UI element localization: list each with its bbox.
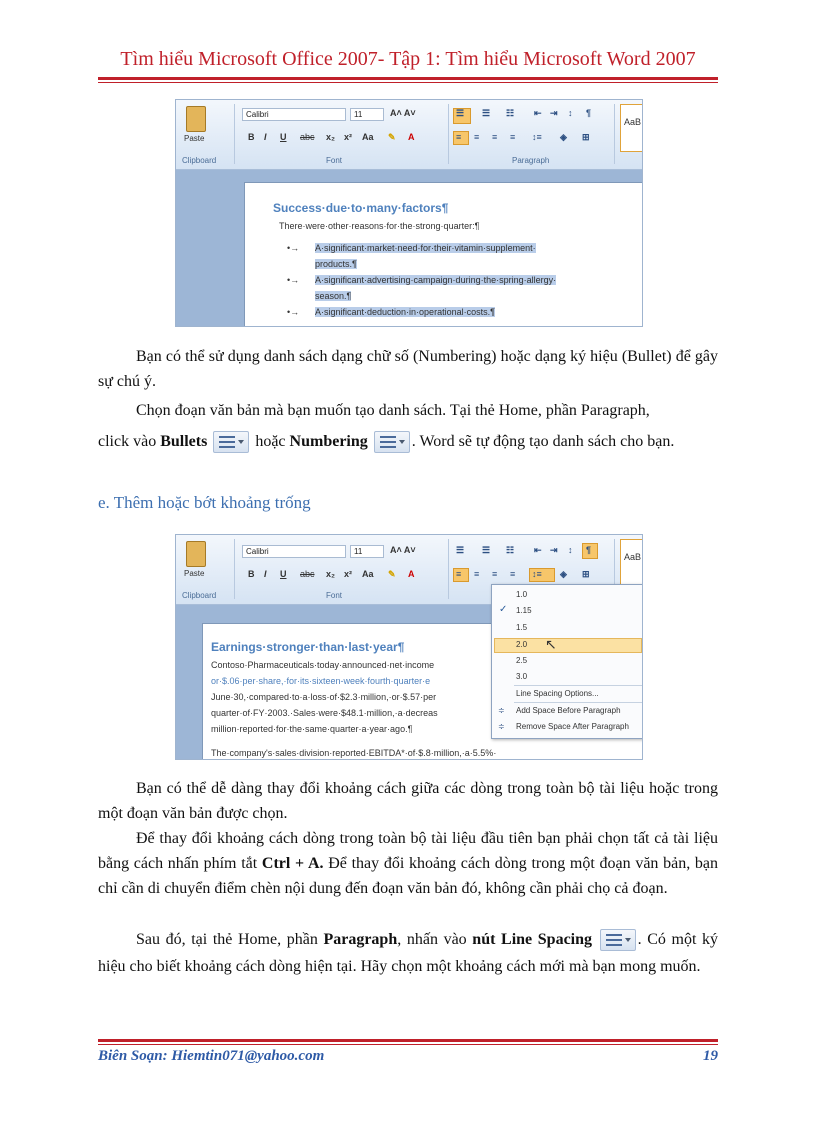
footer-author: Biên Soạn: Hiemtin071@yahoo.com bbox=[98, 1048, 325, 1064]
menu-separator bbox=[514, 702, 642, 703]
font-color-icon: A bbox=[408, 569, 415, 579]
menu-item-1-15[interactable]: 1.15 bbox=[516, 606, 532, 615]
doc-bullet-line: A·significant·market·need·for·their·vitamin·supplement· bbox=[315, 243, 536, 253]
line-spacing-menu bbox=[491, 584, 643, 739]
ribbon-separator bbox=[448, 104, 449, 164]
italic-icon: I bbox=[264, 569, 267, 579]
menu-item-3-0[interactable]: 3.0 bbox=[516, 672, 528, 681]
menu-separator bbox=[514, 685, 642, 686]
paragraph-text: Bạn có thể dễ dàng thay đổi khoảng cách giữa các dòng trong toàn bộ tài liệu hoặc trong một đoạn văn bản được chọn. bbox=[98, 780, 718, 822]
paragraph-label: Paragraph bbox=[323, 931, 398, 948]
paragraph-text: Để thay đổi khoảng cách dòng trong toàn bộ tài liệu đầu tiên bạn phải chọn tất cả tài liệu bằng cách nhấn phím tắt bbox=[98, 830, 718, 872]
bullet-marker: •→ bbox=[287, 243, 300, 253]
increase-indent-icon: ⇥ bbox=[550, 545, 558, 555]
font-name-box: Calibri bbox=[242, 108, 346, 121]
footer-rule-thin bbox=[98, 1044, 718, 1045]
mouse-pointer-icon: ↖ bbox=[545, 637, 557, 653]
menu-item-1-0[interactable]: 1.0 bbox=[516, 590, 528, 599]
paragraph-text: , nhấn vào bbox=[397, 931, 467, 948]
remove-space-icon: ≑ bbox=[498, 722, 505, 731]
paragraph-text: Chọn đoạn văn bản mà bạn muốn tạo danh sách. Tại thẻ Home, phần Paragraph, bbox=[136, 402, 650, 419]
doc-heading: Success·due·to·many·factors¶ bbox=[273, 201, 449, 215]
ribbon-separator bbox=[614, 104, 615, 164]
justify-icon: ≡ bbox=[510, 132, 516, 142]
add-space-before-item[interactable]: Add Space Before Paragraph bbox=[516, 706, 621, 715]
ribbon bbox=[176, 100, 642, 170]
superscript-icon: x² bbox=[344, 132, 353, 142]
highlight-icon: ✎ bbox=[388, 132, 396, 142]
bullet-marker: •→ bbox=[287, 307, 300, 317]
bullets-button-image bbox=[213, 431, 249, 453]
show-marks-icon: ¶ bbox=[586, 108, 592, 118]
align-left-icon: ≡ bbox=[456, 569, 462, 579]
paragraph-text: click vào bbox=[98, 433, 157, 450]
paste-label: Paste bbox=[184, 569, 205, 578]
menu-item-2-5[interactable]: 2.5 bbox=[516, 656, 528, 665]
menu-item-1-5[interactable]: 1.5 bbox=[516, 623, 528, 632]
font-size-box: 11 bbox=[350, 545, 384, 558]
change-case-icon: Aa bbox=[362, 569, 374, 579]
paragraph-text: . Word sẽ tự động tạo danh sách cho bạn. bbox=[411, 433, 675, 450]
paragraph-line-spacing-button bbox=[98, 926, 718, 980]
menu-item-2-0[interactable]: 2.0 bbox=[516, 640, 528, 649]
line-spacing-button-image bbox=[600, 929, 636, 951]
numbering-icon: ☰ bbox=[482, 108, 491, 118]
align-center-icon: ≡ bbox=[474, 132, 480, 142]
superscript-icon: x² bbox=[344, 569, 353, 579]
paste-icon bbox=[186, 106, 206, 132]
footer-rule bbox=[98, 1039, 718, 1042]
strikethrough-icon: abc bbox=[300, 569, 315, 579]
styles-gallery: AaB bbox=[620, 104, 643, 152]
shortcut-label: Ctrl + A. bbox=[261, 855, 324, 872]
numbering-label: Numbering bbox=[289, 433, 368, 450]
paragraph-select-text bbox=[98, 398, 718, 423]
borders-icon: ⊞ bbox=[582, 132, 590, 142]
paragraph-text: hoặc bbox=[255, 433, 286, 450]
underline-icon: U bbox=[280, 132, 287, 142]
multilevel-list-icon: ☷ bbox=[506, 108, 515, 118]
line-spacing-screenshot bbox=[175, 534, 643, 760]
ribbon-separator bbox=[448, 539, 449, 599]
shading-icon: ◈ bbox=[560, 132, 567, 142]
highlight-icon: ✎ bbox=[388, 569, 396, 579]
decrease-indent-icon: ⇤ bbox=[534, 545, 542, 555]
doc-bullet-line: season.¶ bbox=[315, 291, 352, 301]
subscript-icon: x₂ bbox=[326, 569, 336, 579]
doc-line: June·30,·compared·to·a·loss·of·$2.3·million,·or·$.57·per bbox=[211, 692, 437, 702]
doc-line: or·$.06·per·share,·for·its·sixteen-week·fourth·quarter·e bbox=[211, 676, 431, 686]
font-group-label: Font bbox=[326, 156, 343, 165]
bold-icon: B bbox=[248, 132, 255, 142]
document-page bbox=[244, 182, 642, 326]
font-size-box: 11 bbox=[350, 108, 384, 121]
paste-icon bbox=[186, 541, 206, 567]
sort-icon: ↕ bbox=[568, 545, 573, 555]
increase-indent-icon: ⇥ bbox=[550, 108, 558, 118]
decrease-indent-icon: ⇤ bbox=[534, 108, 542, 118]
bullets-icon: ☰ bbox=[456, 108, 465, 118]
multilevel-list-icon: ☷ bbox=[506, 545, 515, 555]
line-spacing-label: nút Line Spacing bbox=[472, 931, 593, 948]
document-area bbox=[176, 170, 642, 326]
doc-line: quarter·of·FY·2003.·Sales·were·$48.1·million,·a·decreas bbox=[211, 708, 438, 718]
doc-line: Contoso·Pharmaceuticals·today·announced·net·income bbox=[211, 660, 435, 670]
remove-space-after-item[interactable]: Remove Space After Paragraph bbox=[516, 722, 629, 731]
doc-heading: Earnings·stronger·than·last·year¶ bbox=[211, 640, 405, 654]
numbering-button-image bbox=[374, 431, 410, 453]
numbering-icon: ☰ bbox=[482, 545, 491, 555]
shading-icon: ◈ bbox=[560, 569, 567, 579]
sort-icon: ↕ bbox=[568, 108, 573, 118]
align-left-icon: ≡ bbox=[456, 132, 462, 142]
paragraph-group-label: Paragraph bbox=[512, 156, 550, 165]
font-group-label: Font bbox=[326, 591, 343, 600]
page-number: 19 bbox=[703, 1048, 718, 1064]
bold-icon: B bbox=[248, 569, 255, 579]
grow-font-icon: A˄ A˅ bbox=[390, 108, 416, 118]
borders-icon: ⊞ bbox=[582, 569, 590, 579]
line-spacing-icon[interactable]: ↕≡ bbox=[532, 569, 542, 579]
header-rule bbox=[98, 77, 718, 80]
grow-font-icon: A˄ A˅ bbox=[390, 545, 416, 555]
page-header-title: Tìm hiểu Microsoft Office 2007- Tập 1: Tìm hiểu Microsoft Word 2007 bbox=[120, 48, 696, 70]
section-heading: e. Thêm hoặc bớt khoảng trống bbox=[98, 493, 311, 512]
italic-icon: I bbox=[264, 132, 267, 142]
check-icon: ✓ bbox=[499, 604, 508, 615]
align-right-icon: ≡ bbox=[492, 132, 498, 142]
paste-label: Paste bbox=[184, 134, 205, 143]
line-spacing-options-item[interactable]: Line Spacing Options... bbox=[516, 689, 599, 698]
underline-icon: U bbox=[280, 569, 287, 579]
paragraph-line-spacing-intro bbox=[98, 776, 718, 826]
subscript-icon: x₂ bbox=[326, 132, 336, 142]
bullets-icon: ☰ bbox=[456, 545, 465, 555]
paragraph-text: . Có một ký hiệu cho biết khoảng cách dòng hiện tại. Hãy chọn một khoảng cách mới mà bạn mong muốn. bbox=[98, 931, 719, 975]
paragraph-numbering-intro bbox=[98, 344, 718, 394]
paragraph-text: Để thay đổi khoảng cách dòng trong một đoạn văn bản, bạn chỉ cần di chuyển điểm chèn nội dung đến đoạn văn bản đó, không cần phải chọ cả đoạn. bbox=[98, 855, 719, 897]
styles-gallery: AaB bbox=[620, 539, 643, 587]
paragraph-text: Bạn có thể sử dụng danh sách dạng chữ số (Numbering) hoặc dạng ký hiệu (Bullet) để gây sự chú ý. bbox=[98, 348, 718, 390]
clipboard-group-label: Clipboard bbox=[182, 156, 217, 165]
bullets-label: Bullets bbox=[160, 433, 208, 450]
font-name-box: Calibri bbox=[242, 545, 346, 558]
paragraph-bullets-numbering bbox=[98, 428, 718, 455]
ribbon-separator bbox=[234, 539, 235, 599]
change-case-icon: Aa bbox=[362, 132, 374, 142]
strikethrough-icon: abc bbox=[300, 132, 315, 142]
align-right-icon: ≡ bbox=[492, 569, 498, 579]
line-spacing-icon: ↕≡ bbox=[532, 132, 542, 142]
font-color-icon: A bbox=[408, 132, 415, 142]
doc-line: million·reported·for·the·same·quarter·a·year·ago.¶ bbox=[211, 724, 413, 734]
paragraph-select-all bbox=[98, 826, 718, 901]
doc-bullet-line: products.¶ bbox=[315, 259, 357, 269]
clipboard-group-label: Clipboard bbox=[182, 591, 217, 600]
bullets-screenshot bbox=[175, 99, 643, 327]
ribbon-separator bbox=[234, 104, 235, 164]
bullet-marker: •→ bbox=[287, 275, 300, 285]
doc-intro: There·were·other·reasons·for·the·strong·quarter:¶ bbox=[279, 221, 480, 231]
align-center-icon: ≡ bbox=[474, 569, 480, 579]
header-rule-thin bbox=[98, 82, 718, 83]
paragraph-text: Sau đó, tại thẻ Home, phần bbox=[136, 931, 318, 948]
doc-bullet-line: A·significant·advertising·campaign·during·the·spring·allergy· bbox=[315, 275, 557, 285]
justify-icon: ≡ bbox=[510, 569, 516, 579]
doc-line: The·company's·sales·division·reported·EBITDA*·of·$.8·million,·a·5.5%· bbox=[211, 748, 497, 758]
add-space-icon: ≑ bbox=[498, 706, 505, 715]
show-marks-icon: ¶ bbox=[586, 545, 592, 555]
doc-bullet-line: A·significant·deduction·in·operational·costs.¶ bbox=[315, 307, 495, 317]
